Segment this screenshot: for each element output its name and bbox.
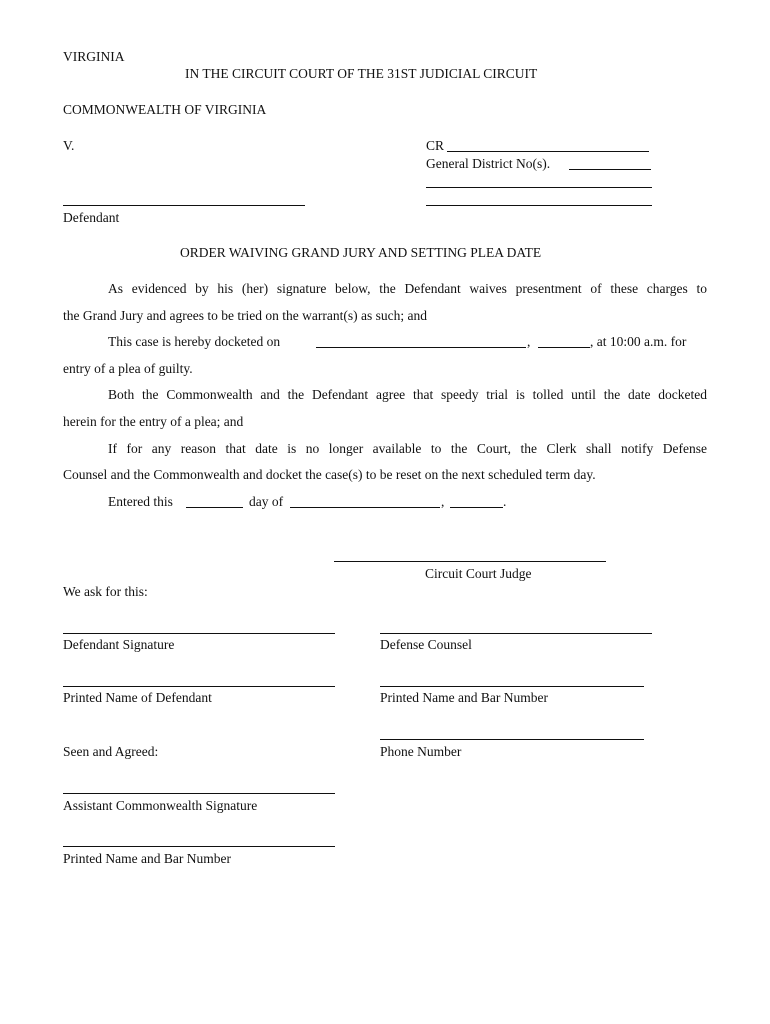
docket-suffix: , at 10:00 a.m. for [590, 334, 687, 349]
entered-day-blank[interactable] [186, 507, 243, 508]
printed-name-bar-left-label: Printed Name and Bar Number [63, 851, 231, 866]
cr-label: CR [426, 138, 445, 153]
entered-prefix: Entered this [108, 494, 173, 509]
printed-name-bar-right-line[interactable] [380, 686, 644, 687]
paragraph-1-line-1: As evidenced by his (her) signature below, the Defendant waives presentment of these charges to [108, 281, 707, 296]
defendant-signature-line[interactable] [63, 633, 335, 634]
court-title: IN THE CIRCUIT COURT OF THE 31ST JUDICIAL CIRCUIT [185, 66, 538, 81]
printed-name-bar-right-label: Printed Name and Bar Number [380, 690, 548, 705]
entered-year-blank[interactable] [450, 507, 503, 508]
docket-prefix: This case is hereby docketed on [108, 334, 281, 349]
gd-number-blank-3[interactable] [426, 205, 652, 206]
defendant-label: Defendant [63, 210, 120, 225]
cr-number-blank[interactable] [447, 151, 649, 152]
judge-label: Circuit Court Judge [425, 566, 532, 581]
entered-comma: , [441, 494, 445, 509]
docket-date-blank[interactable] [316, 347, 526, 348]
gd-number-blank-2[interactable] [426, 187, 652, 188]
paragraph-3-line-1: Both the Commonwealth and the Defendant agree that speedy trial is tolled until the date docketed [108, 387, 707, 402]
defendant-signature-label: Defendant Signature [63, 637, 175, 652]
printed-name-defendant-line[interactable] [63, 686, 335, 687]
seen-agreed-label: Seen and Agreed: [63, 744, 159, 759]
paragraph-4-line-1: If for any reason that date is no longer available to the Court, the Clerk shall notify Defense [108, 441, 707, 456]
printed-name-bar-left-line[interactable] [63, 846, 335, 847]
docket-comma: , [527, 334, 531, 349]
defense-counsel-label: Defense Counsel [380, 637, 472, 652]
order-title: ORDER WAIVING GRAND JURY AND SETTING PLEA DATE [180, 245, 542, 260]
plaintiff-label: COMMONWEALTH OF VIRGINIA [63, 102, 267, 117]
defendant-name-blank[interactable] [63, 205, 305, 206]
assistant-signature-line[interactable] [63, 793, 335, 794]
paragraph-3-line-2: herein for the entry of a plea; and [63, 414, 244, 429]
defense-counsel-line[interactable] [380, 633, 652, 634]
paragraph-2-line-2: entry of a plea of guilty. [63, 361, 193, 376]
entered-month-blank[interactable] [290, 507, 440, 508]
paragraph-1-line-2: the Grand Jury and agrees to be tried on the warrant(s) as such; and [63, 308, 427, 323]
printed-name-defendant-label: Printed Name of Defendant [63, 690, 212, 705]
gd-number-blank[interactable] [569, 169, 651, 170]
judge-signature-line[interactable] [334, 561, 606, 562]
docket-year-blank[interactable] [538, 347, 590, 348]
assistant-signature-label: Assistant Commonwealth Signature [63, 798, 258, 813]
entered-day-of: day of [249, 494, 284, 509]
phone-number-label: Phone Number [380, 744, 462, 759]
gd-label: General District No(s). [426, 156, 551, 171]
ask-label: We ask for this: [63, 584, 148, 599]
entered-period: . [503, 494, 507, 509]
phone-number-line[interactable] [380, 739, 644, 740]
paragraph-4-line-2: Counsel and the Commonwealth and docket the case(s) to be reset on the next scheduled term day. [63, 467, 596, 482]
state-label: VIRGINIA [63, 49, 125, 64]
versus-label: V. [63, 138, 75, 153]
